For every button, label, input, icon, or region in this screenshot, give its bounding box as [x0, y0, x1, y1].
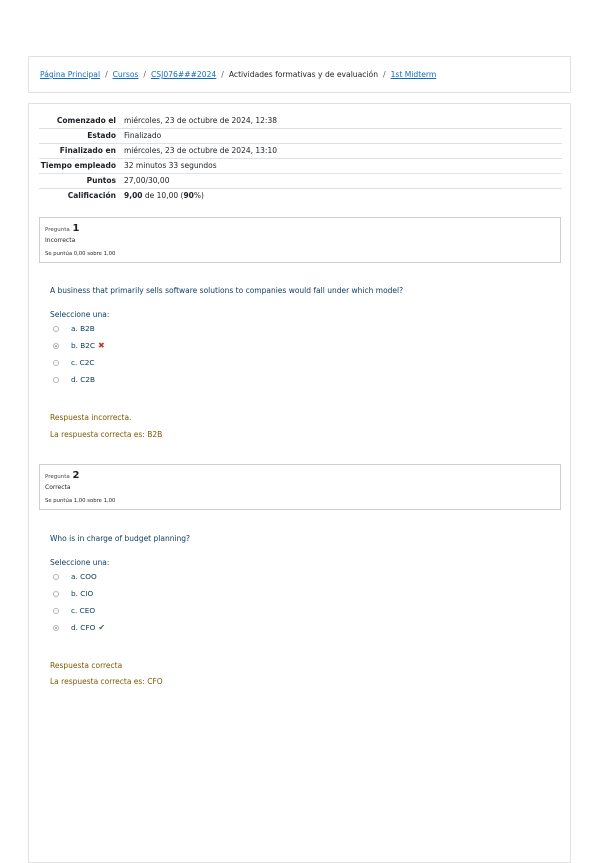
answer-option[interactable] — [53, 324, 95, 333]
question-feedback: Respuesta incorrecta. — [50, 413, 132, 422]
answer-option[interactable] — [53, 572, 97, 581]
breadcrumb — [40, 70, 436, 79]
grade-percent-suffix: %) — [193, 191, 204, 200]
question-state: Incorrecta — [45, 237, 76, 244]
answer-option[interactable] — [53, 341, 105, 350]
option-label: c. C2C — [71, 358, 95, 367]
answer-option[interactable] — [53, 623, 105, 632]
attempt-summary-table — [39, 114, 562, 203]
answer-option[interactable] — [53, 589, 93, 598]
summary-label: Finalizado en — [59, 146, 116, 155]
breadcrumb-separator: / — [221, 70, 224, 79]
question-text: Who is in charge of budget planning? — [50, 534, 191, 543]
question-info-box — [39, 464, 561, 510]
breadcrumb-course-link[interactable]: CSJ076###2024 — [150, 70, 217, 79]
summary-value: 27,00/30,00 — [124, 176, 170, 185]
answer-option[interactable] — [53, 358, 94, 367]
radio-button-selected[interactable] — [53, 343, 59, 349]
option-label: c. CEO — [71, 606, 96, 615]
summary-value: miércoles, 23 de octubre de 2024, 12:38 — [124, 116, 278, 125]
question-label: Pregunta — [45, 227, 70, 233]
radio-button[interactable] — [53, 360, 59, 366]
question-label: Pregunta — [45, 474, 70, 480]
cross-icon: ✖ — [98, 341, 105, 350]
answer-option[interactable] — [53, 606, 95, 615]
question-number-value: 1 — [72, 223, 80, 234]
option-label: a. B2B — [71, 324, 95, 333]
check-icon: ✔ — [98, 623, 106, 632]
radio-button-selected[interactable] — [53, 625, 59, 631]
question-grade: Se puntúa 0,00 sobre 1,00 — [45, 251, 116, 257]
summary-label: Tiempo empleado — [40, 161, 116, 170]
question-number — [45, 470, 79, 481]
summary-value: miércoles, 23 de octubre de 2024, 13:10 — [124, 146, 278, 155]
summary-label: Calificación — [67, 191, 116, 200]
radio-button[interactable] — [53, 591, 59, 597]
grade-total: de 10,00 ( — [142, 191, 184, 200]
breadcrumb-quiz-link[interactable]: 1st Midterm — [390, 70, 437, 79]
summary-row-marks — [39, 174, 562, 189]
summary-label: Estado — [87, 131, 116, 140]
breadcrumb-courses-link[interactable]: Cursos — [112, 70, 139, 79]
breadcrumb-section: Actividades formativas y de evaluación — [228, 70, 379, 79]
radio-button[interactable] — [53, 377, 59, 383]
option-label: b. CIO — [71, 589, 94, 598]
summary-value: Finalizado — [124, 131, 162, 140]
question-feedback: Respuesta correcta — [50, 661, 123, 670]
option-label: d. CFO — [71, 623, 96, 632]
breadcrumb-separator: / — [383, 70, 386, 79]
summary-row-finished — [39, 144, 562, 159]
correct-answer-text: La respuesta correcta es: CFO — [50, 677, 163, 686]
option-label: d. C2B — [71, 375, 96, 384]
summary-row-state — [39, 129, 562, 144]
grade-score: 9,00 — [124, 191, 143, 200]
question-info-box — [39, 217, 561, 263]
select-one-label: Seleccione una: — [50, 558, 110, 567]
option-label: b. B2C — [71, 341, 96, 350]
summary-label: Puntos — [86, 176, 116, 185]
summary-label: Comenzado el — [56, 116, 116, 125]
grade-percent: 90 — [183, 191, 194, 200]
breadcrumb-separator: / — [143, 70, 146, 79]
option-label: a. COO — [71, 572, 97, 581]
radio-button[interactable] — [53, 574, 59, 580]
breadcrumb-separator: / — [105, 70, 108, 79]
select-one-label: Seleccione una: — [50, 310, 110, 319]
summary-value — [120, 189, 562, 204]
breadcrumb-home-link[interactable]: Página Principal — [40, 70, 101, 79]
radio-button[interactable] — [53, 326, 59, 332]
question-text: A business that primarily sells software solutions to companies would fall under which model? — [50, 286, 404, 295]
summary-row-time-taken — [39, 159, 562, 174]
question-number-value: 2 — [72, 470, 80, 481]
correct-answer-text: La respuesta correcta es: B2B — [50, 430, 163, 439]
question-number — [45, 223, 79, 234]
radio-button[interactable] — [53, 608, 59, 614]
summary-row-started — [39, 114, 562, 129]
question-grade: Se puntúa 1,00 sobre 1,00 — [45, 498, 116, 504]
question-state: Correcta — [45, 484, 71, 491]
answer-option[interactable] — [53, 375, 95, 384]
breadcrumb-card — [28, 56, 571, 93]
summary-value: 32 minutos 33 segundos — [124, 161, 217, 170]
summary-row-grade — [39, 189, 562, 204]
